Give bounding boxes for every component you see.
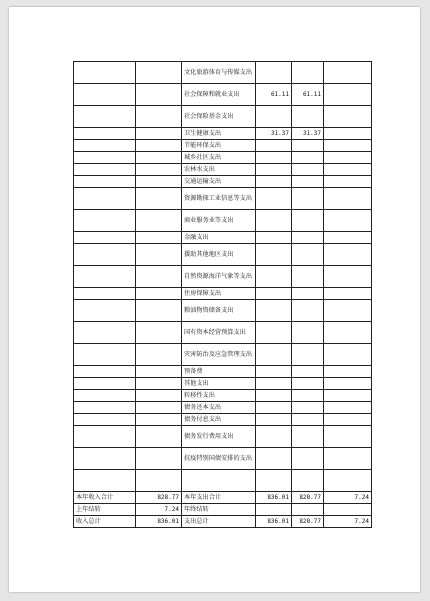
income-label-cell: 上年结转 xyxy=(74,504,136,516)
income-value-cell xyxy=(136,378,182,390)
fund-budget-cell xyxy=(324,390,372,402)
fund-budget-cell xyxy=(324,504,372,516)
income-label-cell xyxy=(74,344,136,366)
fund-budget-cell xyxy=(324,176,372,188)
table-row xyxy=(74,188,372,210)
fund-budget-cell xyxy=(324,448,372,470)
total-amount-cell xyxy=(256,344,292,366)
expense-label-cell: 年终结转 xyxy=(182,504,256,516)
total-amount-cell xyxy=(256,176,292,188)
income-value-cell xyxy=(136,322,182,344)
total-amount-cell: 31.37 xyxy=(256,128,292,140)
income-value-cell xyxy=(136,128,182,140)
income-value-cell xyxy=(136,402,182,414)
fund-budget-cell xyxy=(324,402,372,414)
expense-item-name: 城乡社区支出 xyxy=(182,152,256,164)
general-budget-cell xyxy=(292,244,324,266)
expense-item-name: 商业服务业等支出 xyxy=(182,210,256,232)
table-row xyxy=(74,62,372,84)
fund-budget-cell xyxy=(324,140,372,152)
fund-budget-cell xyxy=(324,106,372,128)
income-value-cell xyxy=(136,414,182,426)
table-row xyxy=(74,414,372,426)
expense-item-name: 农林水支出 xyxy=(182,164,256,176)
general-budget-cell xyxy=(292,140,324,152)
general-budget-cell xyxy=(292,106,324,128)
income-label-cell xyxy=(74,470,136,492)
table-row xyxy=(74,84,372,106)
budget-table-body xyxy=(74,62,372,528)
table-row xyxy=(74,244,372,266)
fund-budget-cell xyxy=(324,62,372,84)
fund-budget-cell xyxy=(324,414,372,426)
income-value-cell xyxy=(136,152,182,164)
income-label-cell xyxy=(74,210,136,232)
income-value-cell xyxy=(136,266,182,288)
total-amount-cell xyxy=(256,188,292,210)
table-row xyxy=(74,300,372,322)
income-value-cell xyxy=(136,426,182,448)
table-row xyxy=(74,402,372,414)
income-label-cell xyxy=(74,288,136,300)
income-label-cell xyxy=(74,300,136,322)
general-budget-cell xyxy=(292,366,324,378)
income-label-cell xyxy=(74,128,136,140)
income-label-cell xyxy=(74,266,136,288)
income-label-cell xyxy=(74,366,136,378)
fund-budget-cell xyxy=(324,188,372,210)
fund-budget-cell xyxy=(324,300,372,322)
table-row xyxy=(74,152,372,164)
total-amount-cell xyxy=(256,448,292,470)
fund-budget-cell: 7.24 xyxy=(324,492,372,504)
income-value-cell xyxy=(136,366,182,378)
expense-item-name: 灾害防治及应急管理支出 xyxy=(182,344,256,366)
expense-item-name: 债务付息支出 xyxy=(182,414,256,426)
total-amount-cell xyxy=(256,414,292,426)
general-budget-cell xyxy=(292,390,324,402)
general-budget-cell: 828.77 xyxy=(292,492,324,504)
expense-item-name: 社会保险基金支出 xyxy=(182,106,256,128)
fund-budget-cell xyxy=(324,84,372,106)
summary-row xyxy=(74,504,372,516)
total-amount-cell xyxy=(256,504,292,516)
income-label-cell xyxy=(74,322,136,344)
general-budget-cell xyxy=(292,414,324,426)
expense-item-name: 债务发行费用支出 xyxy=(182,426,256,448)
income-value-cell xyxy=(136,62,182,84)
general-budget-cell xyxy=(292,266,324,288)
income-value-cell xyxy=(136,84,182,106)
summary-row xyxy=(74,516,372,528)
fund-budget-cell: 7.24 xyxy=(324,516,372,528)
total-amount-cell: 836.01 xyxy=(256,492,292,504)
general-budget-cell xyxy=(292,448,324,470)
total-amount-cell xyxy=(256,140,292,152)
expense-item-name: 社会保障和就业支出 xyxy=(182,84,256,106)
table-row xyxy=(74,470,372,492)
income-label-cell xyxy=(74,62,136,84)
income-value-cell xyxy=(136,390,182,402)
table-row xyxy=(74,322,372,344)
income-label-cell: 收入总计 xyxy=(74,516,136,528)
general-budget-cell: 31.37 xyxy=(292,128,324,140)
income-value-cell xyxy=(136,106,182,128)
total-amount-cell xyxy=(256,232,292,244)
income-value-cell xyxy=(136,288,182,300)
income-label-cell xyxy=(74,244,136,266)
income-value-cell xyxy=(136,176,182,188)
general-budget-cell xyxy=(292,300,324,322)
expense-item-name: 转移性支出 xyxy=(182,390,256,402)
income-value-cell xyxy=(136,300,182,322)
table-row xyxy=(74,106,372,128)
general-budget-cell: 61.11 xyxy=(292,84,324,106)
table-row xyxy=(74,366,372,378)
table-row xyxy=(74,164,372,176)
income-label-cell xyxy=(74,188,136,210)
summary-row xyxy=(74,492,372,504)
fund-budget-cell xyxy=(324,152,372,164)
income-value-cell xyxy=(136,448,182,470)
income-label-cell xyxy=(74,426,136,448)
income-label-cell xyxy=(74,402,136,414)
general-budget-cell xyxy=(292,322,324,344)
income-label-cell xyxy=(74,390,136,402)
fund-budget-cell xyxy=(324,164,372,176)
total-amount-cell: 61.11 xyxy=(256,84,292,106)
total-amount-cell xyxy=(256,378,292,390)
income-label-cell xyxy=(74,140,136,152)
expense-item-name xyxy=(182,470,256,492)
general-budget-cell xyxy=(292,470,324,492)
table-row xyxy=(74,426,372,448)
fund-budget-cell xyxy=(324,128,372,140)
total-amount-cell xyxy=(256,244,292,266)
expense-item-name: 节能环保支出 xyxy=(182,140,256,152)
income-value-cell: 836.01 xyxy=(136,516,182,528)
fund-budget-cell xyxy=(324,322,372,344)
budget-table xyxy=(73,61,372,528)
fund-budget-cell xyxy=(324,266,372,288)
general-budget-cell xyxy=(292,188,324,210)
table-row xyxy=(74,266,372,288)
income-value-cell xyxy=(136,470,182,492)
fund-budget-cell xyxy=(324,288,372,300)
income-label-cell xyxy=(74,84,136,106)
total-amount-cell xyxy=(256,300,292,322)
fund-budget-cell xyxy=(324,470,372,492)
table-row xyxy=(74,210,372,232)
expense-item-name: 交通运输支出 xyxy=(182,176,256,188)
general-budget-cell: 828.77 xyxy=(292,516,324,528)
general-budget-cell xyxy=(292,164,324,176)
total-amount-cell xyxy=(256,402,292,414)
fund-budget-cell xyxy=(324,244,372,266)
total-amount-cell xyxy=(256,266,292,288)
general-budget-cell xyxy=(292,344,324,366)
expense-item-name: 文化旅游体育与传媒支出 xyxy=(182,62,256,84)
total-amount-cell: 836.01 xyxy=(256,516,292,528)
income-value-cell xyxy=(136,210,182,232)
expense-label-cell: 本年支出合计 xyxy=(182,492,256,504)
expense-item-name: 资源勘探工业信息等支出 xyxy=(182,188,256,210)
income-label-cell xyxy=(74,164,136,176)
total-amount-cell xyxy=(256,390,292,402)
income-label-cell xyxy=(74,414,136,426)
expense-item-name: 住房保障支出 xyxy=(182,288,256,300)
income-value-cell xyxy=(136,344,182,366)
general-budget-cell xyxy=(292,288,324,300)
table-row xyxy=(74,232,372,244)
income-value-cell xyxy=(136,232,182,244)
income-label-cell xyxy=(74,232,136,244)
fund-budget-cell xyxy=(324,366,372,378)
expense-item-name: 援助其他地区支出 xyxy=(182,244,256,266)
total-amount-cell xyxy=(256,152,292,164)
income-label-cell xyxy=(74,106,136,128)
fund-budget-cell xyxy=(324,378,372,390)
document-page xyxy=(9,7,420,592)
total-amount-cell xyxy=(256,366,292,378)
expense-item-name: 金融支出 xyxy=(182,232,256,244)
general-budget-cell xyxy=(292,504,324,516)
income-value-cell xyxy=(136,140,182,152)
expense-item-name: 自然资源海洋气象等支出 xyxy=(182,266,256,288)
expense-item-name: 粮油物资储备支出 xyxy=(182,300,256,322)
general-budget-cell xyxy=(292,426,324,448)
general-budget-cell xyxy=(292,402,324,414)
income-label-cell xyxy=(74,448,136,470)
expense-item-name: 卫生健康支出 xyxy=(182,128,256,140)
general-budget-cell xyxy=(292,232,324,244)
general-budget-cell xyxy=(292,152,324,164)
income-value-cell xyxy=(136,164,182,176)
total-amount-cell xyxy=(256,210,292,232)
expense-label-cell: 支出总计 xyxy=(182,516,256,528)
expense-item-name: 预备费 xyxy=(182,366,256,378)
fund-budget-cell xyxy=(324,344,372,366)
income-label-cell: 本年收入合计 xyxy=(74,492,136,504)
income-label-cell xyxy=(74,176,136,188)
fund-budget-cell xyxy=(324,232,372,244)
expense-item-name: 国有资本经营预算支出 xyxy=(182,322,256,344)
table-row xyxy=(74,140,372,152)
total-amount-cell xyxy=(256,288,292,300)
expense-item-name: 债务还本支出 xyxy=(182,402,256,414)
fund-budget-cell xyxy=(324,210,372,232)
general-budget-cell xyxy=(292,378,324,390)
income-value-cell: 828.77 xyxy=(136,492,182,504)
total-amount-cell xyxy=(256,470,292,492)
table-row xyxy=(74,390,372,402)
general-budget-cell xyxy=(292,62,324,84)
expense-item-name: 抗疫特别国债安排的支出 xyxy=(182,448,256,470)
expense-item-name: 其他支出 xyxy=(182,378,256,390)
table-row xyxy=(74,378,372,390)
table-row xyxy=(74,344,372,366)
total-amount-cell xyxy=(256,106,292,128)
table-row xyxy=(74,288,372,300)
table-row xyxy=(74,176,372,188)
income-label-cell xyxy=(74,152,136,164)
general-budget-cell xyxy=(292,176,324,188)
total-amount-cell xyxy=(256,322,292,344)
total-amount-cell xyxy=(256,426,292,448)
total-amount-cell xyxy=(256,62,292,84)
fund-budget-cell xyxy=(324,426,372,448)
income-value-cell xyxy=(136,244,182,266)
income-label-cell xyxy=(74,378,136,390)
table-row xyxy=(74,128,372,140)
income-value-cell: 7.24 xyxy=(136,504,182,516)
general-budget-cell xyxy=(292,210,324,232)
income-value-cell xyxy=(136,188,182,210)
table-row xyxy=(74,448,372,470)
total-amount-cell xyxy=(256,164,292,176)
